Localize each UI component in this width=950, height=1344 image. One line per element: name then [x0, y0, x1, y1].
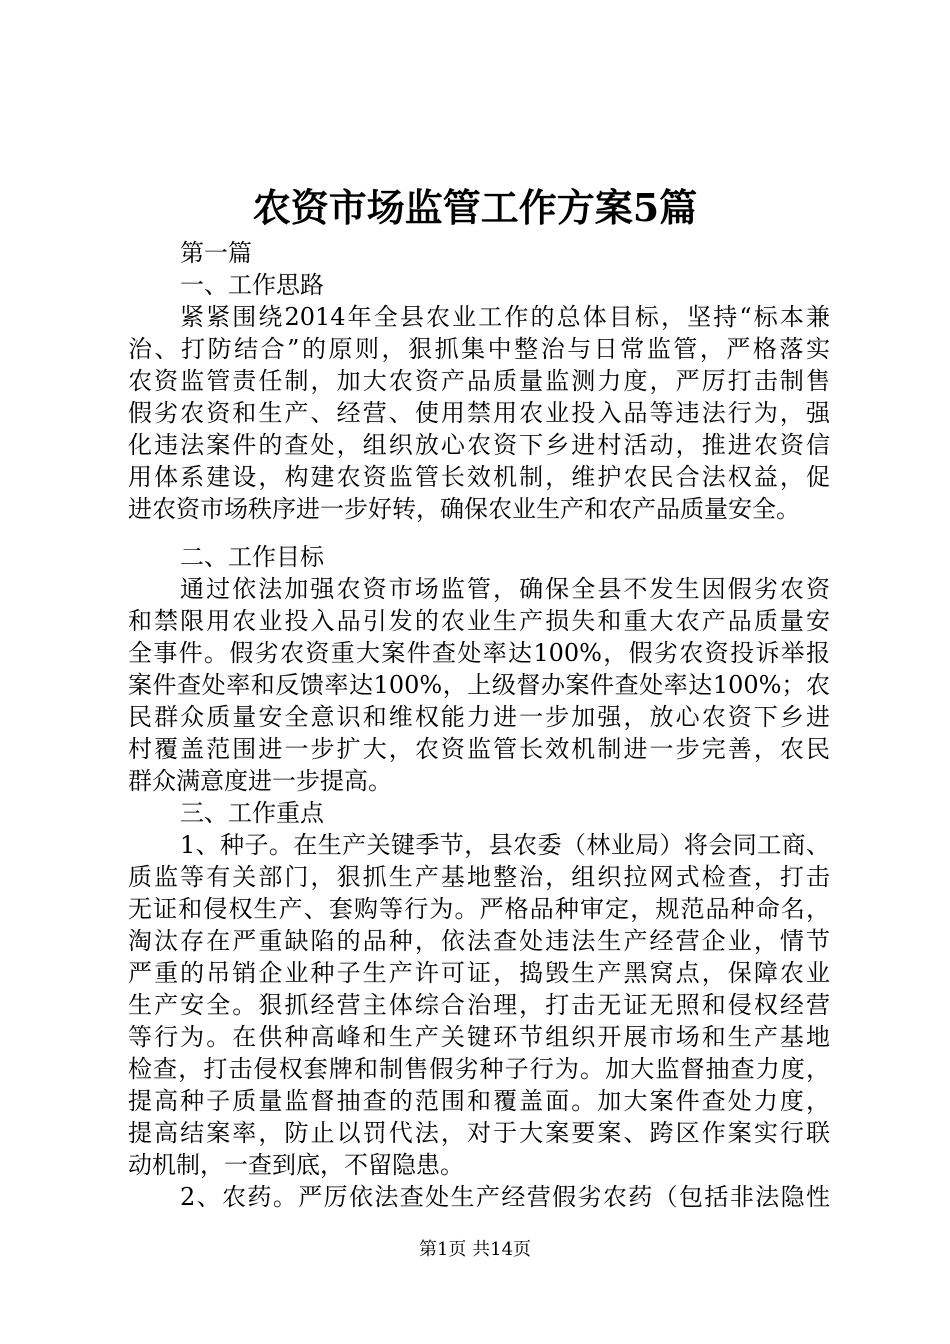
paragraph-line: 通过依法加强农资市场监管，确保全县不发生因假劣农资: [180, 575, 830, 603]
paragraph-line: 用体系建设，构建农资监管长效机制，维护农民合法权益，促: [128, 463, 830, 491]
section-heading-3: 三、工作重点: [180, 799, 324, 827]
paragraph-line: 动机制，一查到底，不留隐患。: [128, 1151, 464, 1179]
paragraph-line: 1、种子。在生产关键季节，县农委（林业局）将会同工商、: [180, 831, 830, 859]
paragraph-line: 2、农药。严厉依法查处生产经营假劣农药（包括非法隐性: [180, 1183, 830, 1211]
paragraph-line: 质监等有关部门，狠抓生产基地整治，组织拉网式检查，打击: [128, 863, 830, 891]
paragraph-line: 淘汰存在严重缺陷的品种，依法查处违法生产经营企业，情节: [128, 927, 830, 955]
paragraph-line: 全事件。假劣农资重大案件查处率达100%，假劣农资投诉举报: [128, 639, 830, 667]
paragraph-line: 生产安全。狠抓经营主体综合治理，打击无证无照和侵权经营: [128, 991, 830, 1019]
paragraph-line: 和禁限用农业投入品引发的农业生产损失和重大农产品质量安: [128, 607, 830, 635]
section-heading-1: 一、工作思路: [180, 271, 324, 299]
paragraph-line: 等行为。在供种高峰和生产关键环节组织开展市场和生产基地: [128, 1023, 830, 1051]
paragraph-line: 进农资市场秩序进一步好转，确保农业生产和农产品质量安全。: [128, 495, 800, 523]
paragraph-line: 农资监管责任制，加大农资产品质量监测力度，严厉打击制售: [128, 367, 830, 395]
paragraph-line: 治、打防结合”的原则，狠抓集中整治与日常监管，严格落实: [128, 335, 830, 363]
paragraph-line: 紧紧围绕2014年全县农业工作的总体目标，坚持“标本兼: [180, 303, 830, 331]
paragraph-line: 化违法案件的查处，组织放心农资下乡进村活动，推进农资信: [128, 431, 830, 459]
paragraph-line: 村覆盖范围进一步扩大，农资监管长效机制进一步完善，农民: [128, 735, 830, 763]
page-number: 第1页 共14页: [418, 1239, 532, 1260]
paragraph-line: 提高结案率，防止以罚代法，对于大案要案、跨区作案实行联: [128, 1119, 830, 1147]
paragraph-line: 民群众质量安全意识和维权能力进一步加强，放心农资下乡进: [128, 703, 830, 731]
paragraph-line: 提高种子质量监督抽查的范围和覆盖面。加大案件查处力度，: [128, 1087, 830, 1115]
document-title: 农资市场监管工作方案5篇: [252, 185, 698, 230]
paragraph-line: 检查，打击侵权套牌和制售假劣种子行为。加大监督抽查力度，: [128, 1055, 830, 1083]
paragraph-line: 案件查处率和反馈率达100%，上级督办案件查处率达100%；农: [128, 671, 830, 699]
paragraph-line: 严重的吊销企业种子生产许可证，捣毁生产黑窝点，保障农业: [128, 959, 830, 987]
section-heading-2: 二、工作目标: [180, 543, 324, 571]
paragraph-line: 群众满意度进一步提高。: [128, 767, 392, 795]
paragraph-line: 无证和侵权生产、套购等行为。严格品种审定，规范品种命名，: [128, 895, 830, 923]
paragraph-line: 假劣农资和生产、经营、使用禁用农业投入品等违法行为，强: [128, 399, 830, 427]
part-label: 第一篇: [180, 239, 252, 267]
